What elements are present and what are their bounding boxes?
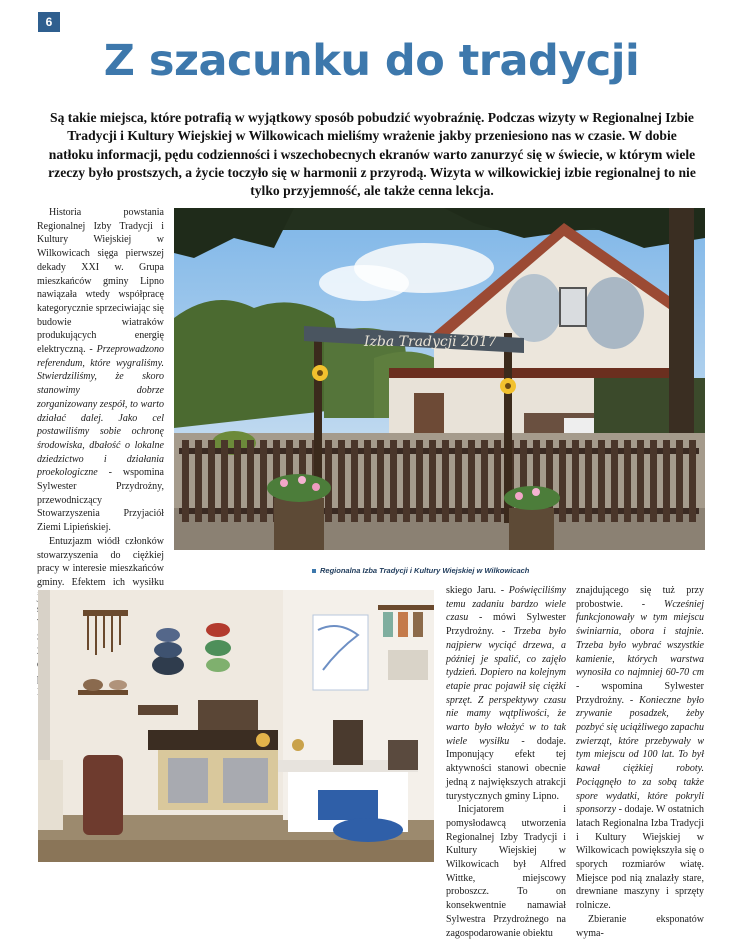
fence-picket [403,440,410,522]
quote-run: Poświęciliśmy temu zadaniu bardzo wiele czasu [446,585,566,624]
paragraph [37,206,164,535]
fence-picket [247,440,254,522]
text-column-2 [446,584,566,940]
fence-picket [377,440,384,522]
caption-marker [312,569,316,573]
fence-picket [260,440,267,522]
quote-run: Konieczne było zrywanie posadzek, żeby pozbyć się uciążliwego zapachu zwierząt, które przebywały w tym miejscu od 100 lat. To był kawał ciężkiej roboty. Pociągnęło to za sobą także spore wydatki, które pokryli sponsorzy [576,694,705,816]
photo-izba-kitchen [38,590,434,862]
page-number: 6 [38,12,60,32]
fence-picket [364,440,371,522]
text-column-3 [576,584,704,940]
fence-picket [416,440,423,522]
quote-run: - Przeprowadzono referendum, które wygraliśmy. Stwierdziliśmy, że skoro stanowimy dobrze zorganizowany zespół, to warto działać dalej. Jako cel postawiliśmy sobie ochronę środowiska, dbałość o lokalne dziedzictwo i działania proekologiczne [37,344,164,479]
photo-izba-exterior [174,208,705,550]
photo-caption [312,566,529,575]
fence-picket [689,440,696,522]
fence-picket [390,440,397,522]
paragraph [576,584,704,913]
fence-picket [234,440,241,522]
fence-picket [481,440,488,522]
text-run: - dodaje. W ostatnich latach Regionalna Izba Tradycji i Kultury Wiejskiej w Wilkowicach powiększyła się o sporych rozmiarów wiatę. Miejsce pod nią znalazły stare, drewniane maszyny i sprzęty rolnicze. [576,804,704,912]
fence-picket [338,440,345,522]
fence-picket [598,440,605,522]
paragraph: Zbieranie eksponatów wyma- [576,913,704,939]
quote-run: Wcześniej funkcjonowały w tym miejscu świniarnia, obora i stajnie. Trzeba było wybrać wszystkie kamienie, których warstwa wynosiła co najmniej 60-70 cm [576,598,704,679]
fence-picket [637,440,644,522]
fence-picket [221,440,228,522]
fence-picket [572,440,579,522]
text-run: - wspomina Sylwester Przydrożny, przewodniczący Stowarzyszenia Przyjaciół Ziemi Lipieńskiej. [37,467,164,534]
paragraph: Entuzjazm wiódł członków stowarzyszenia do ciężkiej pracy w interesie mieszkańców gminy. Efektem ich wysiłku [37,535,164,588]
fence-picket [585,440,592,522]
text-run: Historia powstania Regionalnej Izby Tradycji i Kultury Wiejskiej w Wilkowicach sięga pierwszej dekady XXI w. Grupa mieszkańców gminy Lipno nawiązała wtedy współpracę kategorycznie sprzeciwiając się budowie wiatraków produkujących energię elektryczną. [37,207,164,356]
fence-picket [611,440,618,522]
fence-picket [442,440,449,522]
fence-picket [182,440,189,522]
text-run: - mówi Sylwester Przydrożny. - [446,612,566,638]
fence-picket [195,440,202,522]
text-run: znajdującego się tuż przy probostwie. - [576,585,704,610]
paragraph: Inicjatorem i pomysłodawcą utworzenia Regionalnej Izby Tradycji i Kultury Wiejskiej w Wilkowicach był Alfred Wittke, miejscowy proboszcz. To on konsekwentnie namawiał Sylwestra Przydrożnego na zagospodarowanie obiektu [446,804,566,939]
sign-text: Izba Tradycji 2017 [364,334,497,350]
quote-run: Trzeba było najpierw wyciąć drzewa, a później je spalić, co zajęło tydzień. Dopiero na kolejnym etapie prac pojawił się ciężki sprzęt. Z perspektywy czasu nie mamy wątpliwości, że warto było włożyć w to tak wiele wysiłku [446,626,567,747]
fence-picket [468,440,475,522]
fence-picket [676,440,683,522]
fence-picket [455,440,462,522]
fence-picket [624,440,631,522]
text-run: - wspomina Sylwester Przydrożny. - [576,680,704,706]
fence-picket [494,440,501,522]
fence-picket [351,440,358,522]
text-run: - dodaje. Imponujący efekt tej aktywności stanowi obecnie jedną z największych atrakcji turystycznych gminy Lipno. [446,735,566,802]
paragraph [446,584,566,803]
fence-picket [663,440,670,522]
fence-picket [650,440,657,522]
fence-picket [559,440,566,522]
fence-picket [208,440,215,522]
caption-text: Regionalna Izba Tradycji i Kultury Wiejskiej w Wilkowicach [320,566,530,575]
text-run: skiego Jaru. - [446,585,505,596]
article-title: Z szacunku do tradycji [103,36,640,86]
article-lead: Są takie miejsca, które potrafią w wyjątkowy sposób pobudzić wyobraźnię. Podczas wizyty w Regionalnej Izbie Tradycji i Kultury Wiejskiej w Wilkowicach mieliśmy wrażenie jakby przeniesiono nas w czasie. W dobie natłoku informacji, pędu codzienności i wszechobecnych ekranów warto zanurzyć się w świecie, w którym wiele rzeczy było prostszych, a życie toczyło się w harmonii z przyrodą. Wizyta w wilkowickiej izbie regionalnej to nie tylko przyjemność, ale także cenna lekcja. [48,110,696,199]
fence-picket [429,440,436,522]
